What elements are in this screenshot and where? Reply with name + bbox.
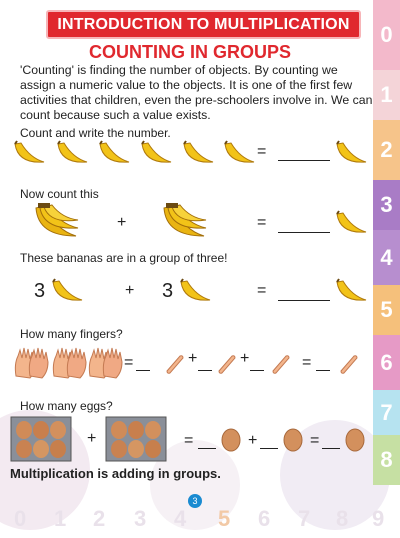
group-count: 3 xyxy=(34,280,46,302)
egg-icon xyxy=(220,426,242,457)
bottom-digit: 8 xyxy=(336,506,349,531)
answer-blank[interactable] xyxy=(198,448,216,449)
hands-icon xyxy=(86,346,124,385)
side-digit: 2 xyxy=(373,120,400,180)
banana-icon xyxy=(334,138,370,173)
plus-sign: + xyxy=(125,282,135,299)
equals-sign: = xyxy=(257,282,267,299)
fingers-row xyxy=(0,344,370,384)
bottom-digit: 1 xyxy=(54,506,67,531)
side-digit: 0 xyxy=(373,0,400,70)
side-digit: 4 xyxy=(373,230,400,285)
side-digit: 7 xyxy=(373,390,400,435)
now-count-label: Now count this xyxy=(20,187,99,201)
group-count: 3 xyxy=(162,280,174,302)
plus-sign: + xyxy=(188,350,198,367)
answer-blank[interactable] xyxy=(260,448,278,449)
side-digit: 5 xyxy=(373,285,400,335)
plus-sign: + xyxy=(87,430,97,447)
side-digit: 8 xyxy=(373,435,400,485)
banana-icon xyxy=(50,274,86,313)
answer-blank[interactable] xyxy=(322,448,340,449)
bottom-digit: 9 xyxy=(372,506,385,531)
answer-blank[interactable] xyxy=(278,160,330,161)
banana-icon xyxy=(222,138,258,173)
answer-blank[interactable] xyxy=(198,370,212,371)
bottom-digit: 3 xyxy=(134,506,147,531)
answer-blank[interactable] xyxy=(136,370,150,371)
banana-icon xyxy=(178,274,214,313)
page-title: INTRODUCTION TO MULTIPLICATION xyxy=(46,10,361,39)
bottom-digit: 0 xyxy=(14,506,27,531)
section-subtitle: COUNTING IN GROUPS xyxy=(88,42,291,62)
answer-blank[interactable] xyxy=(278,300,330,301)
egg-icon xyxy=(344,426,366,457)
banana-bunch-icon xyxy=(32,202,82,251)
plus-sign: + xyxy=(240,350,250,367)
egg-icon xyxy=(282,426,304,457)
finger-icon xyxy=(270,352,292,379)
side-digit: 3 xyxy=(373,180,400,230)
hands-icon xyxy=(50,346,88,385)
plus-sign: + xyxy=(117,214,127,231)
banana-icon xyxy=(334,276,370,311)
summary-statement: Multiplication is adding in groups. xyxy=(10,466,221,481)
equals-sign: = xyxy=(257,214,267,231)
bottom-digit: 7 xyxy=(298,506,311,531)
banana-icon xyxy=(139,138,175,173)
answer-blank[interactable] xyxy=(278,232,330,233)
finger-icon xyxy=(338,352,360,379)
answer-blank[interactable] xyxy=(316,370,330,371)
egg-tray-icon xyxy=(10,416,72,467)
banana-icon xyxy=(55,138,91,173)
side-number-strip xyxy=(373,0,400,538)
banana-icon xyxy=(12,138,48,173)
banana-icon xyxy=(97,138,133,173)
answer-blank[interactable] xyxy=(250,370,264,371)
side-digit: 1 xyxy=(373,70,400,120)
hands-icon xyxy=(12,346,50,385)
eggs-row xyxy=(0,416,370,462)
side-digit: 6 xyxy=(373,335,400,390)
plus-sign: + xyxy=(248,432,258,449)
banana-icon xyxy=(181,138,217,173)
page-number-badge: 3 xyxy=(188,494,202,508)
egg-tray-icon xyxy=(105,416,167,467)
fingers-label: How many fingers? xyxy=(20,327,123,341)
equals-sign: = xyxy=(124,354,134,371)
equals-sign: = xyxy=(184,432,194,449)
banana-bunch-icon xyxy=(160,202,210,251)
equals-sign: = xyxy=(310,432,320,449)
group-three-label: These bananas are in a group of three! xyxy=(20,251,228,265)
intro-paragraph: 'Counting' is finding the number of objects. By counting we assign a numeric value to the objects. It is one of the first few activities that children, even the pre-schoolers involve in. We can count because such a value exists. xyxy=(20,63,373,122)
bottom-digit: 2 xyxy=(93,506,106,531)
equals-sign: = xyxy=(257,143,267,160)
eggs-label: How many eggs? xyxy=(20,399,113,413)
equals-sign: = xyxy=(302,354,312,371)
banana-bunch-row xyxy=(0,200,370,246)
finger-icon xyxy=(216,352,238,379)
bottom-digit: 5 xyxy=(218,506,231,531)
banana-icon xyxy=(334,208,370,243)
count-write-label: Count and write the number. xyxy=(20,126,171,140)
bottom-digit: 4 xyxy=(174,506,187,531)
group-three-row xyxy=(0,272,370,312)
finger-icon xyxy=(164,352,186,379)
banana-count-row xyxy=(0,136,370,172)
bottom-digit: 6 xyxy=(258,506,271,531)
